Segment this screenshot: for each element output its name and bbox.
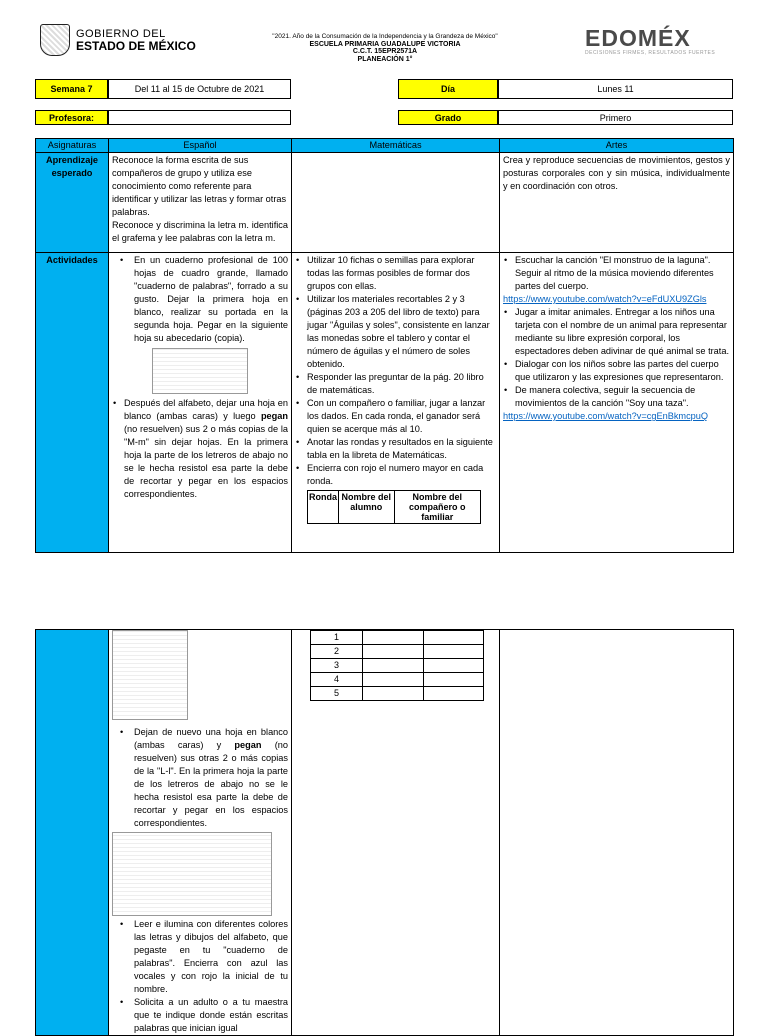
semana-label: Semana 7 [35, 79, 108, 99]
letter-m-worksheet-image [112, 630, 188, 720]
aprendizaje-matematicas [292, 153, 500, 253]
gov-line2: ESTADO DE MÉXICO [76, 38, 196, 53]
cct: C.C.T. 15EPR2571A [352, 48, 418, 55]
actividades-row [36, 253, 734, 553]
esp-act-4: • Leer e ilumina con diferentes colores las letras y dibujos del alfabeto, que pegaste en tu "cuaderno de palabras". Encierra con azul las vocales y con rojo la inicial de tu nombre. [112, 918, 288, 996]
aprendizaje-label: Aprendizaje esperado [36, 153, 109, 253]
page2-espanol [109, 630, 292, 1036]
profesora-value [108, 110, 291, 125]
table-row: 2 [311, 645, 484, 659]
plan-title: PLANEACIÓN 1° [357, 55, 413, 63]
art-act-4: • De manera colectiva, seguir la secuencia de movimientos de la canción "Soy una taza". [503, 384, 730, 410]
mat-act-3: • Responder las preguntar de la pág. 20 libro de matemáticas. [295, 371, 496, 397]
table-row: 1 [311, 631, 484, 645]
ronda-header: Ronda [308, 491, 339, 524]
mat-act-6: • Encierra con rojo el numero mayor en cada ronda. [295, 462, 496, 488]
edomex-wordmark: EDOMÉX [585, 25, 691, 51]
school-heading [250, 33, 520, 63]
aprendizaje-espanol-1: Reconoce la forma escrita de sus compañeros de grupo y utiliza ese conocimiento como referente para identificar y utilizar las letras y formar otras palabras. [112, 155, 287, 217]
semana-value: Del 11 al 15 de Octubre de 2021 [108, 79, 291, 99]
actividades-matematicas [292, 253, 500, 553]
planeacion-table [35, 138, 734, 553]
mat-act-1: • Utilizar 10 fichas o semillas para explorar todas las formas posibles de formar dos grupos con ellas. [295, 254, 496, 293]
header-espanol: Español [109, 139, 292, 153]
shield-icon [40, 24, 70, 56]
dia-label: Día [398, 79, 498, 99]
grado-label: Grado [398, 110, 498, 125]
gov-line1: GOBIERNO DEL [76, 27, 166, 40]
mat-act-5: • Anotar las rondas y resultados en la siguiente tabla en la libreta de Matemáticas. [295, 436, 496, 462]
art-link-2[interactable]: https://www.youtube.com/watch?v=cgEnBkmcpuQ [503, 411, 709, 421]
aprendizaje-espanol-2: Reconoce y discrimina la letra m. identifica el grafema y lee palabras con la letra m. [112, 220, 288, 243]
edomex-tagline: DECISIONES FIRMES, RESULTADOS FUERTES [585, 50, 716, 56]
page-header [0, 0, 768, 75]
dia-value: Lunes 11 [498, 79, 733, 99]
esp-act-2: • Después del alfabeto, dejar una hoja en blanco (ambas caras) y luego pegan (no resuelven) sus 2 o más copias de la "M-m" sin dejar hojas. En la primera hoja la parte de los letreros de abajo no se le hecha resistol esa parte la debe de recortar y pegar en los espacios correspondientes. [112, 397, 288, 501]
table-row: 3 [311, 659, 484, 673]
aprendizaje-artes: Crea y reproduce secuencias de movimientos, gestos y posturas corporales con y sin música, individualmente y en coordinación con otros. [500, 153, 734, 253]
actividades-label: Actividades [36, 253, 109, 553]
table-row: 4 [311, 673, 484, 687]
motto: "2021. Año de la Consumación de la Independencia y la Grandeza de México" [272, 33, 498, 40]
page2-artes [500, 630, 734, 1036]
art-link-1[interactable]: https://www.youtube.com/watch?v=eFdUXU9ZGls [503, 294, 707, 304]
familiar-header: Nombre del compañero o familiar [394, 491, 481, 524]
school-name: ESCUELA PRIMARIA GUADALUPE VICTORIA [309, 40, 461, 48]
mat-act-2: • Utilizar los materiales recortables 2 y 3 (páginas 203 a 205 del libro de texto) para jugar "Águilas y soles", consistente en lanzar las monedas sobre el tablero y contar el número de águilas y el número de soles obtenido. [295, 293, 496, 371]
profesora-label: Profesora: [35, 110, 108, 125]
page2-label-cell [36, 630, 109, 1036]
ronda-table [307, 490, 481, 524]
esp-act-5: • Solicita a un adulto o a tu maestra que te indique donde están escritas palabras que inician igual [112, 996, 288, 1035]
aprendizaje-row [36, 153, 734, 253]
table-row: 5 [311, 687, 484, 701]
esp-act-3: • Dejan de nuevo una hoja en blanco (ambas caras) y pegan (no resuelven) sus otras 2 o más copias de la "L-l". En la primera hoja la parte de los letreros de abajo no se le hecha resistol esa parte la debe de recortar y pegar en los espacios correspondientes. [112, 726, 288, 830]
header-matematicas: Matemáticas [292, 139, 500, 153]
alphabet-image [152, 348, 248, 394]
esp-act-1: • En un cuaderno profesional de 100 hojas de cuadro grande, llamado "cuaderno de palabras", forrado a su gusto. Dejar la primera hoja en blanco, realizar su portada en la segunda hoja. Pegar en la siguiente hoja su abecedario (copia). [112, 254, 288, 345]
header-asignaturas: Asignaturas [36, 139, 109, 153]
planeacion-table-page2 [35, 629, 734, 1036]
gobierno-logo [40, 24, 196, 56]
ronda-numbers-table [310, 630, 484, 701]
alumno-header: Nombre del alumno [339, 491, 395, 524]
art-act-1: • Escuchar la canción "El monstruo de la laguna". Seguir al ritmo de la música moviendo diferentes partes del cuerpo. [503, 254, 730, 293]
page2-matematicas [292, 630, 500, 1036]
grado-value: Primero [498, 110, 733, 125]
art-act-2: • Jugar a imitar animales. Entregar a los niños una tarjeta con el nombre de un animal para representar mediante su libre expresión corporal, los espectadores deben adivinar de qué animal se trata. [503, 306, 730, 358]
aprendizaje-espanol [109, 153, 292, 253]
art-act-3: • Dialogar con los niños sobre las partes del cuerpo que utilizaron y las expresiones que representaron. [503, 358, 730, 384]
header-artes: Artes [500, 139, 734, 153]
table-header-row [36, 139, 734, 153]
actividades-artes [500, 253, 734, 553]
edomex-logo [585, 25, 715, 56]
mat-act-4: • Con un compañero o familiar, jugar a lanzar los dados. En cada ronda, el ganador será quien se acerque más al 10. [295, 397, 496, 436]
letter-l-worksheet-image [112, 832, 272, 916]
actividades-espanol [109, 253, 292, 553]
